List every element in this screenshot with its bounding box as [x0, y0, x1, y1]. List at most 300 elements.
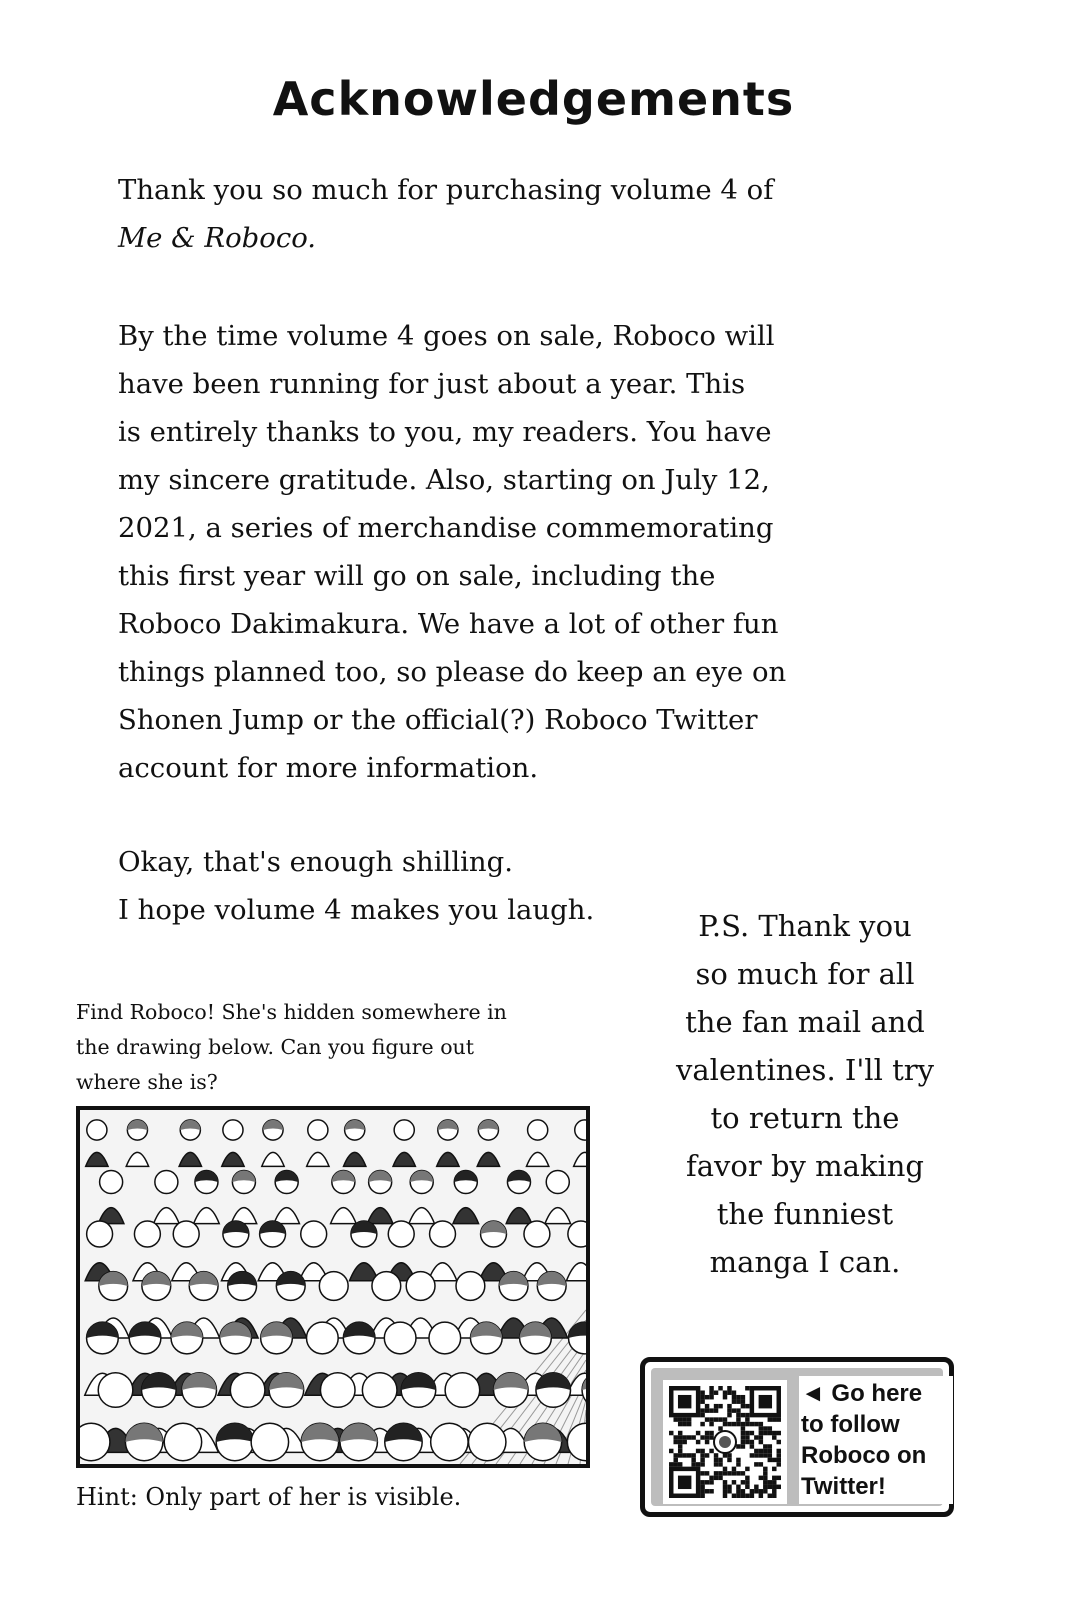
person-body	[222, 1152, 244, 1166]
qr-module	[727, 1453, 731, 1457]
qr-module	[754, 1485, 758, 1489]
qr-module	[745, 1480, 749, 1484]
qr-module	[673, 1453, 677, 1457]
person-hair	[340, 1423, 377, 1442]
qr-module	[673, 1458, 677, 1462]
qr-module	[745, 1417, 749, 1421]
qr-module	[700, 1408, 704, 1412]
qr-module	[741, 1444, 745, 1448]
qr-module	[732, 1471, 736, 1475]
qr-module	[682, 1417, 686, 1421]
qr-module	[718, 1404, 722, 1408]
qr-module	[763, 1480, 767, 1484]
qr-module	[700, 1462, 704, 1466]
qr-module	[709, 1390, 713, 1394]
qr-module	[700, 1458, 704, 1462]
qr-module	[736, 1444, 740, 1448]
qr-module	[732, 1399, 736, 1403]
qr-module	[696, 1431, 700, 1435]
qr-module	[768, 1431, 772, 1435]
person-body	[453, 1208, 479, 1224]
person-head	[524, 1221, 550, 1247]
qr-module	[700, 1489, 704, 1493]
paragraph-line: Shonen Jump or the official(?) Roboco Twitter	[118, 704, 758, 736]
person-hair	[301, 1423, 338, 1442]
qr-module	[732, 1480, 736, 1484]
callout-line: Twitter!	[801, 1473, 886, 1500]
person-body	[331, 1208, 357, 1224]
qr-module	[777, 1440, 781, 1444]
person-hair	[410, 1170, 433, 1182]
person-body	[545, 1208, 571, 1224]
paragraph-line: By the time volume 4 goes on sale, Roboco will	[118, 320, 775, 352]
crowd-illustration	[80, 1110, 586, 1464]
qr-module	[678, 1449, 682, 1453]
twitter-qr-callout[interactable]	[640, 1357, 954, 1517]
qr-module	[723, 1390, 727, 1394]
person-body	[179, 1152, 201, 1166]
person-head	[468, 1423, 505, 1460]
person-body	[437, 1152, 459, 1166]
qr-finder	[759, 1395, 772, 1408]
qr-module	[763, 1431, 767, 1435]
qr-callout-text	[799, 1376, 953, 1504]
paragraph-line: Thank you so much for purchasing volume 4 of	[118, 174, 774, 206]
qr-module	[709, 1408, 713, 1412]
qr-module	[709, 1480, 713, 1484]
qr-module	[669, 1431, 673, 1435]
qr-module	[745, 1422, 749, 1426]
qr-module	[696, 1449, 700, 1453]
page-title: Acknowledgements	[272, 72, 795, 126]
qr-module	[750, 1431, 754, 1435]
qr-module	[709, 1386, 713, 1390]
book-title-text: Me & Roboco.	[118, 222, 317, 254]
person-head	[87, 1120, 107, 1140]
person-head	[164, 1423, 201, 1460]
qr-module	[772, 1476, 776, 1480]
qr-module	[678, 1431, 682, 1435]
qr-module	[768, 1485, 772, 1489]
qr-module	[736, 1408, 740, 1412]
qr-module	[714, 1390, 718, 1394]
qr-module	[772, 1435, 776, 1439]
callout-line: ◄ Go here	[801, 1380, 923, 1407]
person-hair	[385, 1423, 422, 1442]
qr-module	[736, 1395, 740, 1399]
qr-module	[700, 1494, 704, 1498]
paragraph-line: 2021, a series of merchandise commemorating	[118, 512, 774, 544]
qr-module	[714, 1458, 718, 1462]
qr-module	[759, 1449, 763, 1453]
qr-module	[673, 1462, 677, 1466]
qr-code-icon	[669, 1386, 781, 1498]
qr-module	[718, 1462, 722, 1466]
qr-module	[727, 1386, 731, 1390]
person-hair	[494, 1373, 529, 1390]
qr-module	[741, 1395, 745, 1399]
qr-module	[700, 1435, 704, 1439]
qr-module	[759, 1422, 763, 1426]
qr-module	[777, 1476, 781, 1480]
qr-module	[682, 1422, 686, 1426]
qr-module	[772, 1467, 776, 1471]
person-hair	[507, 1170, 530, 1182]
qr-module	[727, 1422, 731, 1426]
qr-module	[727, 1485, 731, 1489]
person-head	[319, 1272, 348, 1301]
qr-module	[714, 1471, 718, 1475]
qr-module	[741, 1440, 745, 1444]
qr-module	[736, 1399, 740, 1403]
qr-module	[754, 1422, 758, 1426]
qr-module	[687, 1453, 691, 1457]
qr-module	[759, 1462, 763, 1466]
qr-module	[732, 1494, 736, 1498]
qr-module	[768, 1494, 772, 1498]
qr-module	[727, 1489, 731, 1493]
qr-module	[714, 1408, 718, 1412]
paragraph-line: account for more information.	[118, 752, 539, 784]
qr-module	[723, 1485, 727, 1489]
qr-module	[772, 1485, 776, 1489]
person-body	[566, 1263, 586, 1281]
person-head	[456, 1272, 485, 1301]
qr-module	[736, 1485, 740, 1489]
qr-module	[723, 1480, 727, 1484]
qr-module	[709, 1395, 713, 1399]
qr-module	[768, 1480, 772, 1484]
qr-finder	[678, 1476, 691, 1489]
qr-module	[759, 1440, 763, 1444]
qr-module	[723, 1417, 727, 1421]
person-head	[445, 1373, 480, 1408]
person-head	[251, 1423, 288, 1460]
qr-module	[750, 1489, 754, 1493]
person-head	[230, 1373, 265, 1408]
qr-module	[777, 1417, 781, 1421]
qr-module	[705, 1489, 709, 1493]
person-head	[320, 1373, 355, 1408]
person-head	[546, 1170, 569, 1193]
person-hair	[125, 1423, 162, 1442]
qr-module	[678, 1453, 682, 1457]
qr-module	[673, 1435, 677, 1439]
person-head	[406, 1272, 435, 1301]
qr-module	[777, 1485, 781, 1489]
qr-module	[741, 1494, 745, 1498]
paragraph-line: Roboco Dakimakura. We have a lot of other fun	[118, 608, 779, 640]
postscript-line: the funniest	[716, 1197, 894, 1231]
person-head	[223, 1120, 243, 1140]
person-head	[429, 1322, 461, 1354]
person-body	[126, 1152, 148, 1166]
paragraph-line: this first year will go on sale, including the	[118, 560, 716, 592]
person-head	[173, 1221, 199, 1247]
qr-module	[745, 1485, 749, 1489]
qr-module	[736, 1489, 740, 1493]
qr-module	[759, 1494, 763, 1498]
qr-module	[763, 1471, 767, 1475]
qr-module	[732, 1395, 736, 1399]
person-head	[301, 1221, 327, 1247]
crowd-drawing	[76, 1106, 590, 1468]
qr-module	[723, 1422, 727, 1426]
person-hair	[275, 1170, 298, 1182]
paragraph-line: things planned too, so please do keep an eye on	[118, 656, 787, 688]
person-hair	[369, 1170, 392, 1182]
qr-module	[745, 1435, 749, 1439]
person-body	[526, 1152, 548, 1166]
qr-module	[705, 1408, 709, 1412]
qr-module	[777, 1431, 781, 1435]
person-head	[155, 1170, 178, 1193]
qr-module	[727, 1471, 731, 1475]
paragraph-anniversary	[118, 312, 878, 792]
callout-line: Roboco on	[801, 1442, 927, 1469]
qr-module	[754, 1435, 758, 1439]
qr-module	[777, 1458, 781, 1462]
postscript-line: to return the	[710, 1101, 900, 1135]
qr-module	[723, 1471, 727, 1475]
person-body	[574, 1152, 586, 1166]
caption-line: where she is?	[76, 1070, 218, 1094]
qr-module	[732, 1408, 736, 1412]
qr-module	[714, 1404, 718, 1408]
paragraph-line: my sincere gratitude. Also, starting on July 12,	[118, 464, 770, 496]
qr-module	[777, 1453, 781, 1457]
qr-module	[700, 1390, 704, 1394]
qr-module	[687, 1435, 691, 1439]
qr-module	[763, 1489, 767, 1493]
person-hair	[569, 1322, 586, 1338]
qr-module	[763, 1476, 767, 1480]
qr-module	[678, 1417, 682, 1421]
person-head	[134, 1221, 160, 1247]
qr-module	[745, 1467, 749, 1471]
qr-module	[741, 1413, 745, 1417]
postscript	[655, 902, 955, 1286]
qr-module	[718, 1426, 722, 1430]
qr-module	[678, 1435, 682, 1439]
qr-module	[732, 1390, 736, 1394]
qr-module	[673, 1417, 677, 1421]
qr-module	[705, 1417, 709, 1421]
qr-module	[709, 1417, 713, 1421]
qr-module	[763, 1453, 767, 1457]
postscript-line: favor by making	[686, 1149, 924, 1183]
qr-code[interactable]	[663, 1380, 787, 1504]
qr-module	[723, 1395, 727, 1399]
qr-module	[763, 1467, 767, 1471]
postscript-line: manga I can.	[709, 1245, 901, 1279]
qr-module	[700, 1485, 704, 1489]
qr-module	[741, 1399, 745, 1403]
person-head	[431, 1423, 468, 1460]
qr-module	[750, 1494, 754, 1498]
person-head	[80, 1423, 110, 1460]
qr-module	[678, 1422, 682, 1426]
person-body	[194, 1208, 220, 1224]
paragraph-line: I hope volume 4 makes you laugh.	[118, 894, 595, 926]
qr-module	[705, 1480, 709, 1484]
qr-module	[727, 1458, 731, 1462]
qr-module	[763, 1444, 767, 1448]
person-head	[575, 1120, 586, 1140]
qr-module	[714, 1476, 718, 1480]
qr-module	[718, 1417, 722, 1421]
qr-center-face	[719, 1436, 731, 1448]
person-head	[384, 1322, 416, 1354]
person-head	[307, 1322, 339, 1354]
person-head	[568, 1221, 586, 1247]
person-body	[477, 1152, 499, 1166]
qr-module	[705, 1440, 709, 1444]
qr-module	[772, 1431, 776, 1435]
qr-module	[741, 1431, 745, 1435]
qr-module	[687, 1422, 691, 1426]
qr-module	[705, 1471, 709, 1475]
qr-module	[714, 1462, 718, 1466]
qr-module	[714, 1417, 718, 1421]
person-body	[262, 1152, 284, 1166]
qr-module	[768, 1449, 772, 1453]
paragraph-line: is entirely thanks to you, my readers. You have	[118, 416, 772, 448]
qr-module	[691, 1453, 695, 1457]
qr-module	[759, 1435, 763, 1439]
qr-module	[727, 1390, 731, 1394]
qr-module	[736, 1422, 740, 1426]
qr-module	[745, 1440, 749, 1444]
hint-text: Hint: Only part of her is visible.	[76, 1483, 462, 1511]
person-head	[308, 1120, 328, 1140]
qr-module	[705, 1404, 709, 1408]
qr-module	[727, 1413, 731, 1417]
qr-module	[763, 1426, 767, 1430]
qr-module	[691, 1462, 695, 1466]
qr-module	[709, 1435, 713, 1439]
qr-module	[759, 1489, 763, 1493]
qr-module	[709, 1489, 713, 1493]
qr-module	[759, 1426, 763, 1430]
callout-background	[651, 1368, 943, 1506]
person-body	[367, 1208, 393, 1224]
qr-module	[732, 1467, 736, 1471]
qr-module	[772, 1458, 776, 1462]
qr-module	[705, 1395, 709, 1399]
qr-module	[768, 1444, 772, 1448]
qr-module	[759, 1476, 763, 1480]
qr-module	[768, 1458, 772, 1462]
qr-module	[736, 1417, 740, 1421]
qr-module	[754, 1489, 758, 1493]
person-body	[344, 1152, 366, 1166]
qr-module	[709, 1449, 713, 1453]
qr-module	[768, 1453, 772, 1457]
qr-module	[700, 1480, 704, 1484]
qr-module	[768, 1417, 772, 1421]
person-body	[154, 1208, 180, 1224]
qr-module	[777, 1462, 781, 1466]
qr-module	[768, 1426, 772, 1430]
qr-module	[759, 1431, 763, 1435]
qr-module	[682, 1453, 686, 1457]
qr-module	[673, 1440, 677, 1444]
postscript-line: so much for all	[695, 957, 915, 991]
qr-module	[759, 1453, 763, 1457]
person-hair	[195, 1170, 218, 1182]
person-head	[528, 1120, 548, 1140]
qr-module	[705, 1453, 709, 1457]
qr-module	[705, 1435, 709, 1439]
caption-line: the drawing below. Can you figure out	[76, 1035, 474, 1059]
postscript-line: P.S. Thank you	[698, 909, 912, 943]
qr-module	[696, 1440, 700, 1444]
qr-module	[669, 1449, 673, 1453]
person-body	[86, 1152, 108, 1166]
qr-module	[741, 1422, 745, 1426]
qr-module	[750, 1440, 754, 1444]
qr-module	[754, 1462, 758, 1466]
qr-module	[772, 1480, 776, 1484]
qr-module	[750, 1444, 754, 1448]
qr-module	[709, 1422, 713, 1426]
qr-module	[750, 1422, 754, 1426]
qr-module	[687, 1417, 691, 1421]
postscript-line: valentines. I'll try	[676, 1053, 934, 1087]
caption-line: Find Roboco! She's hidden somewhere in	[76, 1000, 507, 1024]
person-body	[409, 1208, 435, 1224]
qr-module	[741, 1404, 745, 1408]
qr-module	[777, 1449, 781, 1453]
qr-module	[741, 1489, 745, 1493]
qr-module	[772, 1494, 776, 1498]
qr-module	[691, 1458, 695, 1462]
qr-module	[709, 1476, 713, 1480]
qr-module	[678, 1440, 682, 1444]
person-head	[394, 1120, 414, 1140]
qr-finder	[678, 1395, 691, 1408]
qr-module	[669, 1462, 673, 1466]
qr-module	[745, 1494, 749, 1498]
qr-module	[723, 1467, 727, 1471]
qr-module	[718, 1458, 722, 1462]
qr-module	[718, 1476, 722, 1480]
qr-module	[700, 1471, 704, 1475]
person-body	[506, 1208, 532, 1224]
person-head	[98, 1373, 133, 1408]
qr-module	[763, 1449, 767, 1453]
qr-module	[682, 1440, 686, 1444]
person-head	[372, 1272, 401, 1301]
qr-module	[741, 1435, 745, 1439]
qr-module	[741, 1480, 745, 1484]
qr-module	[727, 1408, 731, 1412]
person-head	[388, 1221, 414, 1247]
qr-module	[700, 1449, 704, 1453]
qr-module	[700, 1422, 704, 1426]
person-head	[362, 1373, 397, 1408]
person-hair	[332, 1170, 355, 1182]
qr-module	[705, 1431, 709, 1435]
qr-module	[736, 1462, 740, 1466]
qr-module	[700, 1395, 704, 1399]
qr-module	[718, 1471, 722, 1475]
qr-module	[741, 1471, 745, 1475]
person-head	[87, 1221, 113, 1247]
paragraph-thanks	[118, 166, 878, 262]
person-hair	[232, 1170, 255, 1182]
